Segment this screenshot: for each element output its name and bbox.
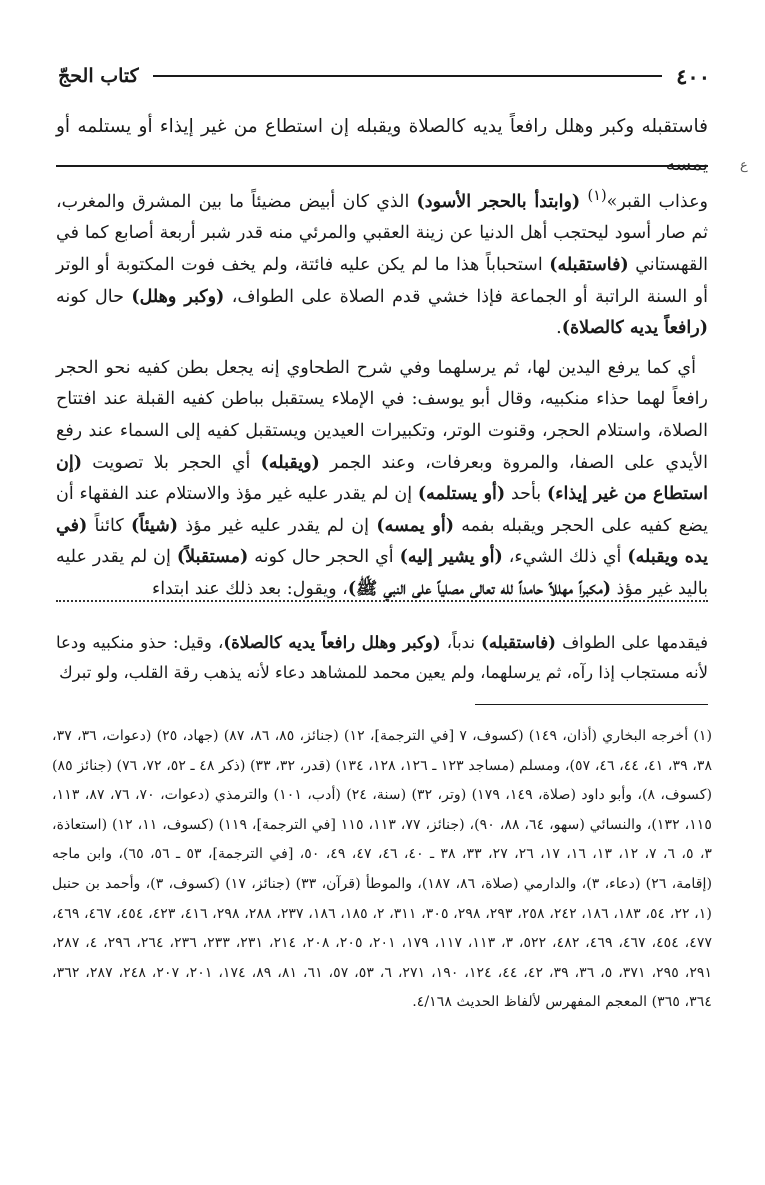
page-number: ٤٠٠ [676,63,710,89]
footnote-1: (١) أخرجه البخاري (أذان، ١٤٩) (كسوف، ٧ [في الترجمة]، ١٢) (جنائز، ٨٥، ٨٦، ٨٧) (جهاد، ٢٥) (دعوات، ٣٦، ٣٧، ٣٨، ٣٩، ٤١، ٤٤، ٤٦، ٥٧)، ومسلم (مساجد ١٢٣ ـ ١٢٦، ١٢٨، ١٣٤) (قدر، ٣٢، ٣٣) (ذكر ٤٨ ـ ٥٢، ٧٢، ٧٦) (جنائز ٨٥) (كسوف، ٨)، وأبو داود (صلاة، ١٤٩، ١٧٩) (وتر، ٣٢) (سنة، ٢٤) (أدب، ١٠١) والترمذي (دعوات، ٧٠، ٧٦، ٨٧، ١١٣، ١١٥، ١٣٢)، والنسائي (سهو، ٦٤، ٨٨، ٩٠)، (جنائز، ٧٧، ١١٣، ١١٥ [في الترجمة]، ١١٩) (كسوف، ١١، ١٢) (استعاذة، ٣، ٥، ٦، ٧، ١٢، ١٣، ١٦، ١٧، ٢٦، ٢٧، ٣٣، ٣٨ ـ ٤٠، ٤٦، ٤٧، ٤٩، ٥٠، [في الترجمة]، ٥٣ ـ ٥٦، ٦٥)، وابن ماجه (إقامة، ٢٦) (دعاء، ٣)، والدارمي (صلاة، ٨٦، ١٨٧)، والموطأ (قرآن، ٣٣) (جنائز، ١٧) (كسوف، ٣)، وأحمد بن حنبل (١، ٢٢، ٥٤، ١٨٣، ١٨٦، ٢٤٢، ٢٥٨، ٢٩٣، ٢٩٨، ٣٠٥، ٣١١، ٢، ١٨٥، ١٨٦، ٢٣٧، ٢٨٨، ٢٩٨، ٤١٦، ٤٢٣، ٤٥٤، ٤٦٧، ٤٦٩، ٤٧٧، ٤٥٤، ٤٦٧، ٤٦٩، ٤٨٢، ٥٢٢، ٣، ١١٣، ١١٧، ١٧٩، ٢٠١، ٢٠٥، ٢٠٨، ٢١٤، ٢٣١، ٢٣٣، ٢٣٦، ٢٦٤، ٢٩٦، ٤، ٢٨٧، ٢٩١، ٢٩٥، ٣٧١، ٥، ٣٦، ٣٩، ٤٢، ٤٤، ١٢٤، ١٩٠، ٢٧١، ٦، ٥٣، ٥٧، ٦١، ٨١، ٨٩، ١٧٤، ٢٠١، ٢٠٧، ٢٤٨، ٢٨٧، ٣٦٢، ٣٦٤، ٣٦٥) المعجم المفهرس لألفاظ الحديث ٤/١٦٨. [52,728,713,1011]
book-title: كتاب الحجّ [58,65,139,87]
page-header [58,58,710,94]
footnote-ref-1: (١) [587,187,607,204]
header-rule [153,75,662,77]
commentary-paragraph-2: أي كما يرفع اليدين لها، ثم يرسلهما وفي شرح الطحاوي إنه يجعل بطن كفيه نحو الحجر رافعاً لهما حذاء منكبيه، وقال أبو يوسف: في الإملاء يستقبل بباطن كفيه القبلة عند افتتاح الصلاة، واستلام الحجر، وقنوت الوتر، وتكبيرات العيدين ويستقبل كفيه إلى السماء عند رفع الأيدي على الصفا، والمروة وبعرفات، وعند الجمر (ويقبله) أي الحجر بلا تصويت (إن استطاع من غير إيذاء) بأحد (أو يستلمه) إن لم يقدر عليه غير مؤذ والاستلام عند الفقهاء أن يضع كفيه على الحجر ويقبله بفمه (أو يمسه) إن لم يقدر عليه غير مؤذ (شيئاً) كائناً (في يده ويقبله) أي ذلك الشيء، (أو يشير إليه) أي الحجر حال كونه (مستقبلاً) إن لم يقدر عليه باليد غير مؤذ (مكبراً مهللاً حامداً لله تعالى مصلياً على النبي ﷺ)، ويقول: بعد ذلك عند ابتداء [56,357,709,599]
hashiya-text: فيقدمها على الطواف (فاستقبله) ندباً، (وكبر وهلل رافعاً يديه كالصلاة)، وقيل: حذو منكبيه ودعا لأنه مستجاب إذا رآه، ثم يرسلهما، ولم يعين محمد للمشاهد دعاء لأنه يذهب رقة القلب، ولو تبرك [56,633,709,682]
commentary [56,180,708,606]
footnote-rule [475,704,708,705]
commentary-paragraph-1: وعذاب القبر»$^{(١)}$ (وابتدأ بالحجر الأسود) الذي كان أبيض مضيئاً ما بين المشرق والمغرب، ثم صار أسود ليحتجب أهل الدنيا عن زينة العقبي والمرئي منه قدر شبر أربعة أصابع كما في القهستاني (فاستقبله) استحباباً هذا ما لم يكن عليه فائتة، ولم يخف فوت المكتوبة أو الوتر أو السنة الراتبة أو الجماعة فإذا خشي قدم الصلاة على الطواف، (وكبر وهلل) حال كونه (رافعاً يديه كالصلاة). [56,187,709,339]
dotted-separator [56,600,708,616]
matn-separator [56,165,708,167]
margin-mark: ع [740,158,748,173]
footnote [52,722,712,1018]
matn-text: فاستقبله وكبر وهلل رافعاً يديه كالصلاة ويقبله إن استطاع من غير إيذاء أو يستلمه أو يمسه [56,116,708,175]
